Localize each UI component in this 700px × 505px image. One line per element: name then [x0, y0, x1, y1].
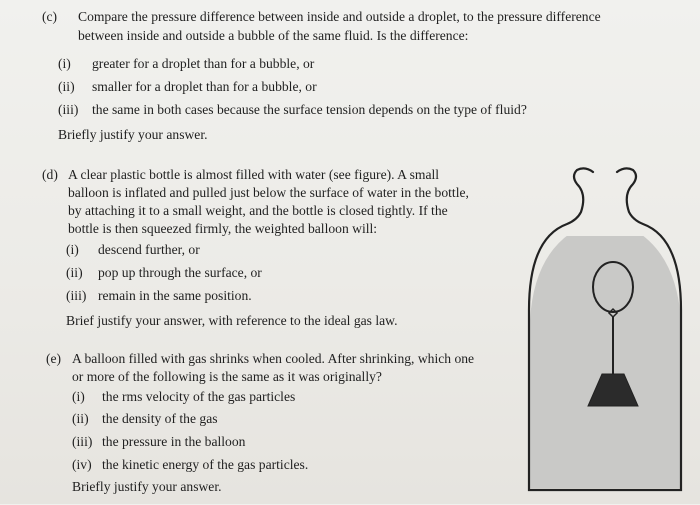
option-number: (ii)	[72, 411, 89, 426]
question-c-option-i	[58, 55, 314, 73]
question-e-option-iv	[72, 456, 308, 474]
question-e-option-iii	[72, 433, 245, 451]
question-c-option-ii	[58, 78, 317, 96]
option-text: the kinetic energy of the gas particles.	[102, 457, 309, 472]
option-number: (iv)	[72, 457, 92, 472]
option-number: (ii)	[58, 79, 75, 94]
question-d-option-ii	[66, 264, 262, 282]
water-fill	[515, 236, 695, 496]
question-e-option-ii	[72, 410, 218, 428]
option-number: (ii)	[66, 265, 83, 280]
option-number: (iii)	[58, 102, 79, 117]
question-d-text-3: by attaching it to a small weight, and the bottle is closed tightly. If the	[68, 203, 448, 218]
question-d-option-iii	[66, 287, 252, 305]
question-c-text-1: Compare the pressure difference between inside and outside a droplet, to the pressure difference	[78, 9, 601, 24]
bottle-balloon-weight-diagram	[515, 160, 695, 505]
question-c-option-iii	[58, 101, 527, 119]
question-e-text-1: A balloon filled with gas shrinks when cooled. After shrinking, which one	[72, 351, 475, 366]
option-text: pop up through the surface, or	[98, 265, 262, 280]
question-e-line-1	[46, 350, 474, 368]
option-text: greater for a droplet than for a bubble, or	[92, 56, 315, 71]
question-e-label: (e)	[46, 351, 62, 366]
question-d-justify: Brief justify your answer, with reference to the ideal gas law.	[66, 313, 398, 328]
question-e-justify: Briefly justify your answer.	[72, 479, 222, 494]
option-text: smaller for a droplet than for a bubble, or	[92, 79, 317, 94]
question-d-option-i	[66, 241, 200, 259]
question-c-text-2: between inside and outside a bubble of the same fluid. Is the difference:	[78, 28, 469, 43]
option-text: the density of the gas	[102, 411, 218, 426]
question-d-text-1: A clear plastic bottle is almost filled with water (see figure). A small	[68, 167, 440, 182]
option-number: (i)	[66, 242, 79, 257]
option-number: (iii)	[66, 288, 87, 303]
question-d-line-1	[42, 166, 439, 184]
question-e-option-i	[72, 388, 295, 406]
option-text: the same in both cases because the surface tension depends on the type of fluid?	[92, 102, 527, 117]
question-d-label: (d)	[42, 167, 58, 182]
option-number: (i)	[72, 389, 85, 404]
option-number: (i)	[58, 56, 71, 71]
option-text: the rms velocity of the gas particles	[102, 389, 296, 404]
question-d-text-4: bottle is then squeezed firmly, the weighted balloon will:	[68, 221, 378, 236]
option-text: remain in the same position.	[98, 288, 252, 303]
question-c-justify: Briefly justify your answer.	[58, 127, 208, 142]
question-c-line-1	[42, 8, 601, 26]
question-d-text-2: balloon is inflated and pulled just below the surface of water in the bottle,	[68, 185, 469, 200]
question-c-label: (c)	[42, 9, 58, 24]
option-text: descend further, or	[98, 242, 200, 257]
option-number: (iii)	[72, 434, 93, 449]
option-text: the pressure in the balloon	[102, 434, 246, 449]
question-e-text-2: or more of the following is the same as it was originally?	[72, 369, 382, 384]
